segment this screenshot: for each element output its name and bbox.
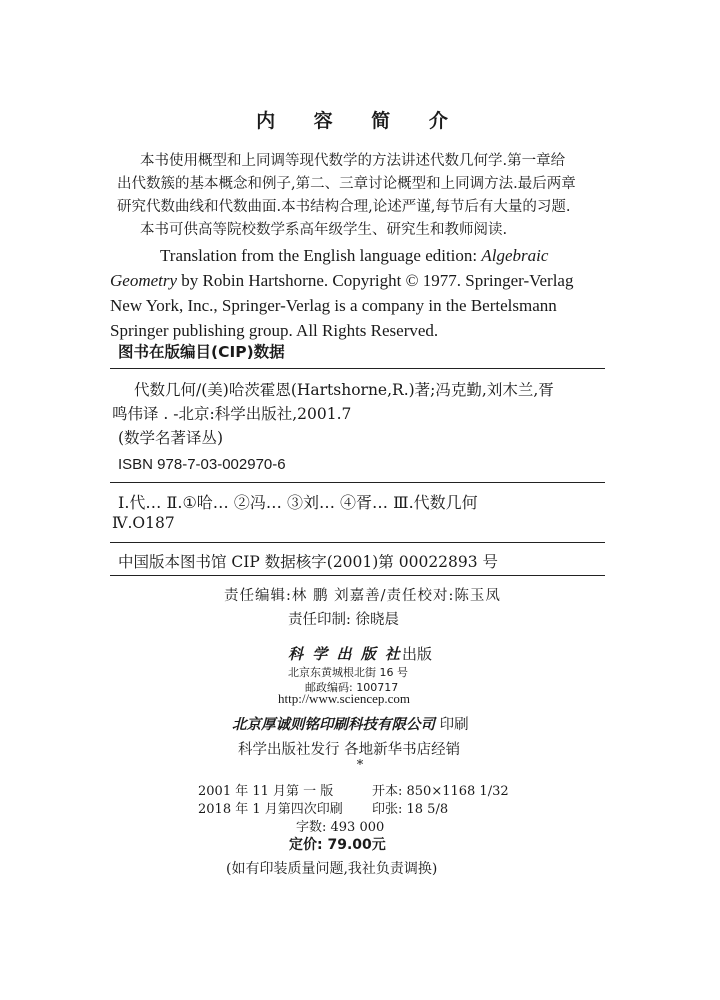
word-count: 字数: 493 000 [296, 820, 385, 835]
divider [110, 542, 605, 543]
quality-notice: (如有印装质量问题,我社负责调换) [226, 861, 438, 877]
editors-credit: 责任编辑:林 鹏 刘嘉善/责任校对:陈玉凤 [224, 588, 501, 604]
classification-line: Ⅰ.代… Ⅱ.①哈… ②冯… ③刘… ④胥… Ⅲ.代数几何 [118, 493, 478, 512]
summary-paragraph-line: 研究代数曲线和代数曲面.本书结构合理,论述严谨,每节后有大量的习题. [117, 199, 571, 215]
printing-editor-credit: 责任印制: 徐晓晨 [288, 612, 399, 628]
publisher-name: 科 学 出 版 社 [288, 645, 402, 663]
summary-paragraph-line: 本书使用概型和上同调等现代数学的方法讲述代数几何学.第一章给 [140, 153, 566, 169]
publisher-line [0, 643, 720, 664]
printer-name: 北京厚诚则铭印刷科技有限公司 [232, 717, 435, 733]
translation-note-prefix: Translation from the English language edition: [160, 246, 482, 265]
divider [110, 482, 605, 483]
first-edition: 2001 年 11 月第 一 版 [198, 784, 334, 799]
translation-note-line: New York, Inc., Springer-Verlag is a company in the Bertelsmann [110, 296, 557, 315]
cip-entry-line: 鸣伟译 . -北京:科学出版社,2001.7 [112, 405, 352, 423]
book-title-part: Algebraic [481, 246, 549, 265]
classification-line: Ⅳ.O187 [112, 514, 175, 532]
cip-entry-line: 代数几何/(美)哈茨霍恩(Hartshorne,R.)著;冯克勤,刘木兰,胥 [134, 381, 554, 399]
distribution-line: 科学出版社发行 各地新华书店经销 [238, 742, 461, 758]
cip-heading: 图书在版编目(CIP)数据 [118, 343, 285, 361]
translation-note-line: Springer publishing group. All Rights Reserved. [110, 321, 439, 340]
printer-suffix: 印刷 [439, 717, 469, 733]
publisher-url: http://www.sciencep.com [278, 691, 411, 706]
publisher-address: 北京东黄城根北街 16 号 [288, 666, 408, 679]
summary-paragraph-line: 本书可供高等院校数学系高年级学生、研究生和教师阅读. [140, 222, 508, 238]
price: 定价: 79.00元 [289, 837, 386, 853]
cip-series: (数学名著译丛) [118, 429, 224, 447]
publisher-postcode: 邮政编码: 100717 [305, 681, 399, 694]
book-format: 开本: 850×1168 1/32 [372, 784, 509, 799]
summary-paragraph-line: 出代数簇的基本概念和例子,第二、三章讨论概型和上同调方法.最后两章 [117, 176, 576, 192]
cip-number: 中国版本图书馆 CIP 数据核字(2001)第 00022893 号 [118, 553, 499, 571]
printed-sheets: 印张: 18 5/8 [372, 802, 449, 817]
print-run: 2018 年 1 月第四次印刷 [198, 802, 343, 817]
summary-title: 内 容 简 介 [256, 110, 464, 132]
divider [110, 575, 605, 576]
translation-note-copyright: by Robin Hartshorne. Copyright © 1977. Springer-Verlag [177, 271, 574, 290]
divider [110, 368, 605, 369]
translation-note-line [160, 246, 548, 266]
translation-note-line [110, 271, 573, 291]
book-title-part: Geometry [110, 271, 178, 290]
publisher-suffix: 出版 [401, 645, 432, 663]
separator-asterisk: * [356, 758, 364, 773]
isbn: ISBN 978-7-03-002970-6 [118, 456, 286, 473]
printer-line [232, 713, 469, 734]
